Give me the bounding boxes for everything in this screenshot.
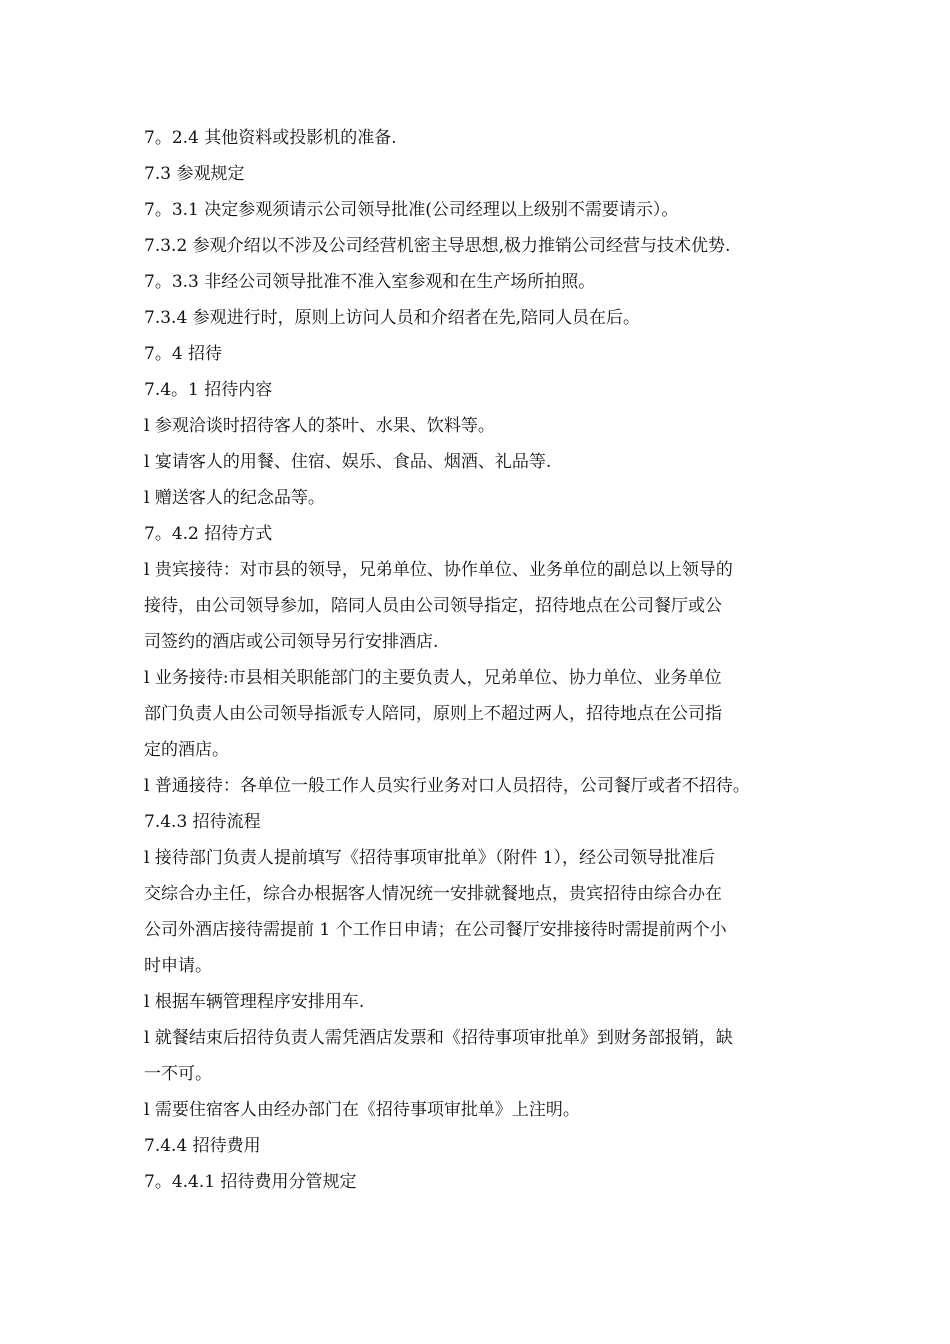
- bullet-continuation: 交综合办主任，综合办根据客人情况统一安排就餐地点，贵宾招待由综合办在: [144, 884, 722, 904]
- section-heading: 7。4 招待: [144, 344, 223, 364]
- subsection-heading: 7.4.4 招待费用: [144, 1136, 261, 1156]
- bullet-item: l 参观洽谈时招待客人的茶叶、水果、饮料等。: [144, 416, 495, 436]
- bullet-item: l 根据车辆管理程序安排用车.: [144, 992, 365, 1012]
- text-line: 7。3.1 决定参观须请示公司领导批准(公司经理以上级别不需要请示）。: [144, 200, 679, 220]
- bullet-continuation: 一不可。: [144, 1064, 212, 1084]
- text-line: 7.3.4 参观进行时，原则上访问人员和介绍者在先,陪同人员在后。: [144, 308, 641, 328]
- bullet-item: l 接待部门负责人提前填写《招待事项审批单》（附件 1），经公司领导批准后: [144, 848, 716, 868]
- bullet-continuation: 部门负责人由公司领导指派专人陪同，原则上不超过两人，招待地点在公司指: [144, 704, 722, 724]
- bullet-item: l 就餐结束后招待负责人需凭酒店发票和《招待事项审批单》到财务部报销，缺: [144, 1028, 733, 1048]
- bullet-item: l 业务接待:市县相关职能部门的主要负责人，兄弟单位、协力单位、业务单位: [144, 668, 722, 688]
- bullet-continuation: 接待，由公司领导参加，陪同人员由公司领导指定，招待地点在公司餐厅或公: [144, 596, 722, 616]
- bullet-item: l 贵宾接待：对市县的领导，兄弟单位、协作单位、业务单位的副总以上领导的: [144, 560, 733, 580]
- bullet-continuation: 司签约的酒店或公司领导另行安排酒店.: [144, 632, 439, 652]
- text-line: 7。3.3 非经公司领导批准不准入室参观和在生产场所拍照。: [144, 272, 596, 292]
- bullet-continuation: 公司外酒店接待需提前 1 个工作日申请；在公司餐厅安排接待时需提前两个小: [144, 920, 727, 940]
- bullet-continuation: 时申请。: [144, 956, 212, 976]
- document-page: [144, 120, 824, 1200]
- bullet-item: l 赠送客人的纪念品等。: [144, 488, 325, 508]
- section-heading: 7.3 参观规定: [144, 164, 245, 184]
- bullet-item: l 宴请客人的用餐、住宿、娱乐、食品、烟酒、礼品等.: [144, 452, 552, 472]
- subsection-heading: 7.4.3 招待流程: [144, 812, 261, 832]
- subsection-heading: 7.4。1 招待内容: [144, 380, 273, 400]
- bullet-item: l 需要住宿客人由经办部门在《招待事项审批单》上注明。: [144, 1100, 580, 1120]
- subsection-heading: 7。4.4.1 招待费用分管规定: [144, 1172, 357, 1192]
- subsection-heading: 7。4.2 招待方式: [144, 524, 273, 544]
- bullet-item: l 普通接待：各单位一般工作人员实行业务对口人员招待，公司餐厅或者不招待。: [144, 776, 750, 796]
- text-line: 7。2.4 其他资料或投影机的准备.: [144, 128, 397, 148]
- text-line: 7.3.2 参观介绍以不涉及公司经营机密主导思想,极力推销公司经营与技术优势.: [144, 236, 731, 256]
- bullet-continuation: 定的酒店。: [144, 740, 229, 760]
